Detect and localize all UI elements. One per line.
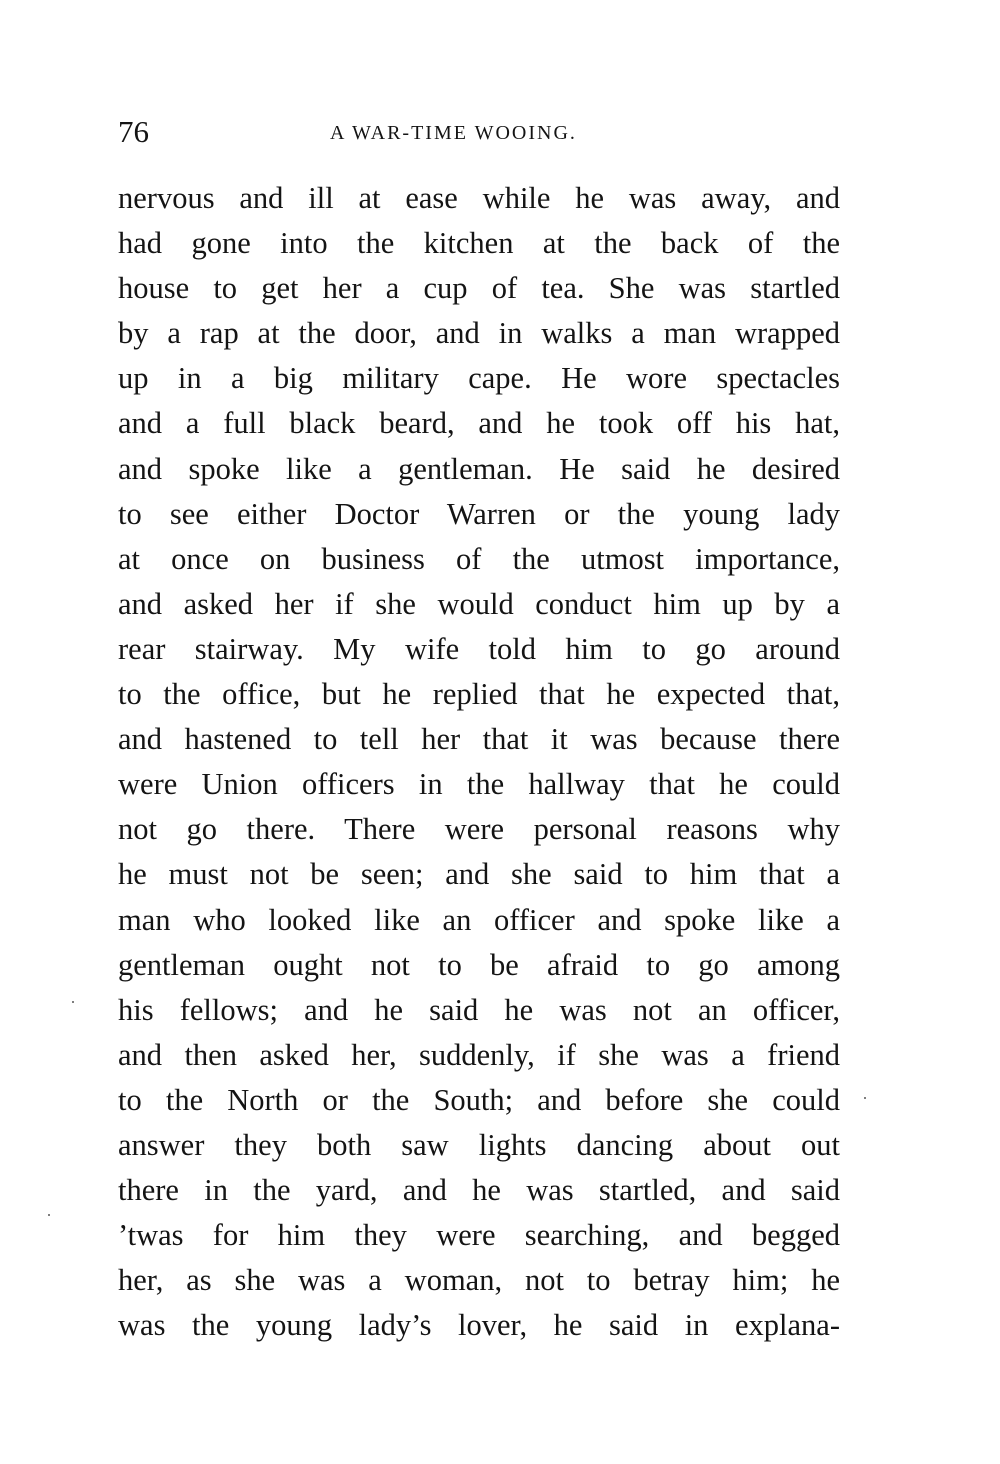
text-line: were Union officers in the hallway that he could	[118, 767, 840, 802]
text-line: house to get her a cup of tea. She was startled	[118, 271, 840, 306]
text-line: had gone into the kitchen at the back of the	[118, 226, 840, 261]
text-line: to the office, but he replied that he expected that,	[118, 677, 840, 712]
text-line: was the young lady’s lover, he said in explana-	[118, 1308, 840, 1343]
text-line: and a full black beard, and he took off his hat,	[118, 406, 840, 441]
scan-speck	[72, 1001, 74, 1003]
text-line: and then asked her, suddenly, if she was a friend	[118, 1037, 840, 1072]
text-line: her, as she was a woman, not to betray him; he	[118, 1263, 840, 1298]
text-line: ’twas for him they were searching, and begged	[118, 1218, 840, 1253]
text-line: gentleman ought not to be afraid to go among	[118, 947, 840, 982]
page-number: 76	[118, 114, 149, 149]
text-line: up in a big military cape. He wore spectacles	[118, 361, 840, 396]
scan-speck	[864, 1097, 866, 1099]
text-line: man who looked like an officer and spoke like a	[118, 902, 840, 937]
text-line: and hastened to tell her that it was because there	[118, 722, 840, 757]
text-line: and asked her if she would conduct him up by a	[118, 586, 840, 621]
running-head	[118, 112, 840, 152]
text-line: answer they both saw lights dancing about out	[118, 1127, 840, 1162]
text-line: to the North or the South; and before she could	[118, 1082, 840, 1117]
text-line: to see either Doctor Warren or the young lady	[118, 496, 840, 531]
text-line: not go there. There were personal reasons why	[118, 812, 840, 847]
text-line: his fellows; and he said he was not an officer,	[118, 992, 840, 1027]
text-line: by a rap at the door, and in walks a man wrapped	[118, 316, 840, 351]
text-line: at once on business of the utmost importance,	[118, 541, 840, 576]
running-title: A WAR-TIME WOOING.	[330, 122, 577, 144]
text-line: nervous and ill at ease while he was away, and	[118, 181, 840, 215]
body-text	[118, 176, 840, 1348]
text-line: and spoke like a gentleman. He said he desired	[118, 451, 840, 486]
text-line: there in the yard, and he was startled, and said	[118, 1173, 840, 1208]
text-line: he must not be seen; and she said to him that a	[118, 857, 840, 892]
scan-speck	[48, 1214, 50, 1216]
text-line: rear stairway. My wife told him to go around	[118, 631, 840, 666]
